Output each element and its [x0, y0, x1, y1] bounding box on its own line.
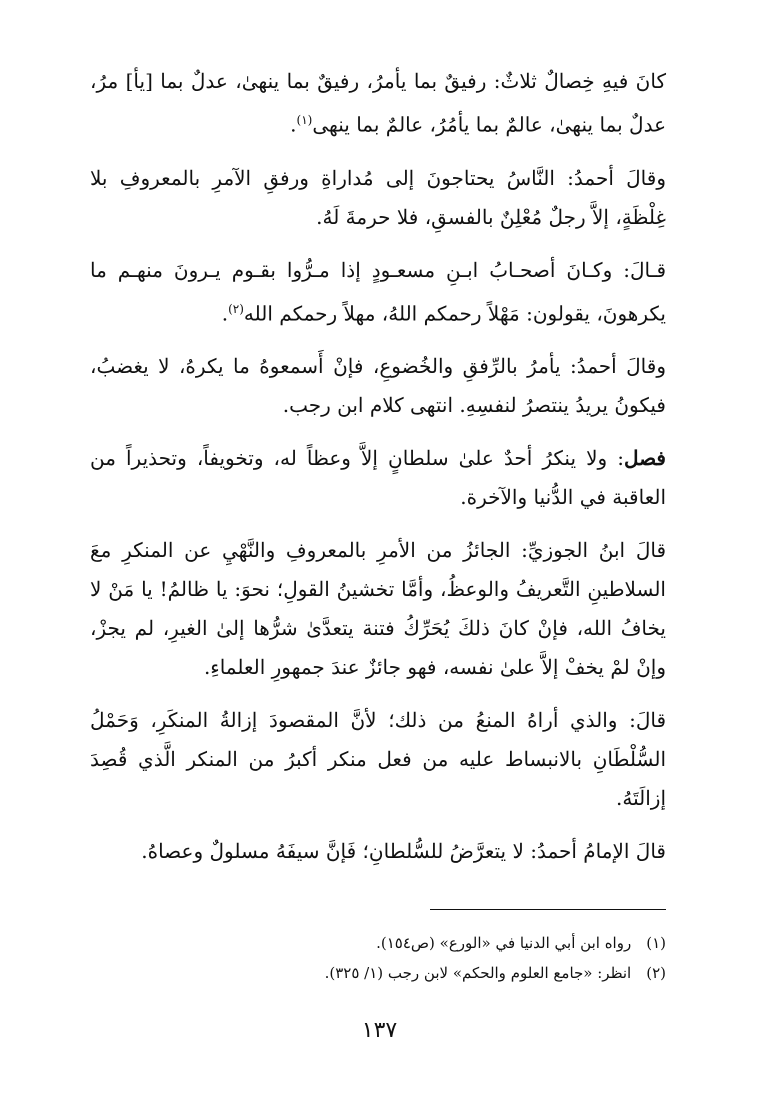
paragraph-3: قـالَ: وكـانَ أصحـابُ ابـنِ مسعـودٍ إذا مـرُّوا بقـوم يـرونَ منهـم ما يكرهونَ، يقولون: مَهْلاً رحمكم اللهُ، مهلاً رحمكم الله$^{(٢)}$. — [90, 257, 666, 326]
footnotes — [90, 928, 666, 988]
footnote-divider — [430, 909, 666, 910]
paragraph-2: وقالَ أحمدُ: النَّاسُ يحتاجونَ إلى مُداراةِ ورفقِ الآمرِ بالمعروفِ بلا غِلْظَةٍ، إلاَّ رجلٌ مُعْلِنٌ بالفسقِ، فلا حرمةَ لَهُ. — [90, 165, 666, 229]
main-text — [90, 62, 666, 871]
footnote-ref-2[interactable]: (٢) — [228, 301, 244, 316]
footnote-1: (١) رواه ابن أبي الدنيا في «الورع» (ص١٥٤). — [90, 928, 666, 958]
paragraph-7: قالَ: والذي أراهُ المنعُ من ذلك؛ لأنَّ المقصودَ إزالةُ المنكَرِ، وَحَمْلُ السُّلْطَانِ بالانبساط عليه من فعل منكر أكبرُ من المنكر الَّذي قُصِدَ إزالَتَهُ. — [90, 708, 666, 811]
footnote-ref-1[interactable]: (١) — [296, 113, 313, 127]
paragraph-8: قالَ الإمامُ أحمدُ: لا يتعرَّضُ للسُّلطانِ؛ فَإنَّ سيفَهُ مسلولٌ وعصاهُ. — [141, 839, 666, 864]
paragraph-6: قالَ ابنُ الجوزيِّ: الجائزُ من الأمرِ بالمعروفِ والنَّهْيِ عن المنكرِ معَ السلاطينِ التَّعريفُ والوعظُ، وأمَّا تخشينُ القولِ؛ نحوَ: يا ظالمُ! يا مَنْ لا يخافُ الله، فإنْ كانَ ذلكَ يُحَرِّكُ فتنة يتعدَّىٰ شرُّها إلىٰ الغيرِ، لم يجزْ، وإنْ لمْ يخفْ إلاَّ علىٰ نفسه، فهو جائزٌ عندَ جمهورِ العلماءِ. — [90, 538, 666, 680]
footnote-2: (٢) انظر: «جامع العلوم والحكم» لابن رجب (١/ ٣٢٥). — [90, 958, 666, 988]
footnote-number: (٢) — [646, 964, 666, 982]
section-label: فصل — [623, 446, 666, 471]
page-number: ١٣٧ — [361, 1018, 398, 1043]
paragraph-1: كانَ فيهِ خِصالٌ ثلاثٌ: رفيقٌ بما يأمرُ، رفيقٌ بما ينهىٰ، عدلٌ بما [يأ] مرُ، عدلٌ بما ينهىٰ، عالمٌ بما يأمُرُ، عالمٌ بما ينهى$^{(١)}$. — [90, 69, 666, 137]
footnote-number: (١) — [646, 934, 666, 952]
paragraph-5: فصل: ولا ينكرُ أحدٌ علىٰ سلطانٍ إلاَّ وعظاً له، وتخويفاً، وتحذيراً من العاقبة في الدُّنيا والآخرة. — [90, 446, 666, 510]
paragraph-4: وقالَ أحمدُ: يأمرُ بالرِّفقِ والخُضوعِ، فإنْ أَسمعوهُ ما يكرهُ، لا يغضبُ، فيكونُ يريدُ ينتصرُ لنفسِهِ. انتهى كلام ابن رجب. — [90, 354, 666, 418]
